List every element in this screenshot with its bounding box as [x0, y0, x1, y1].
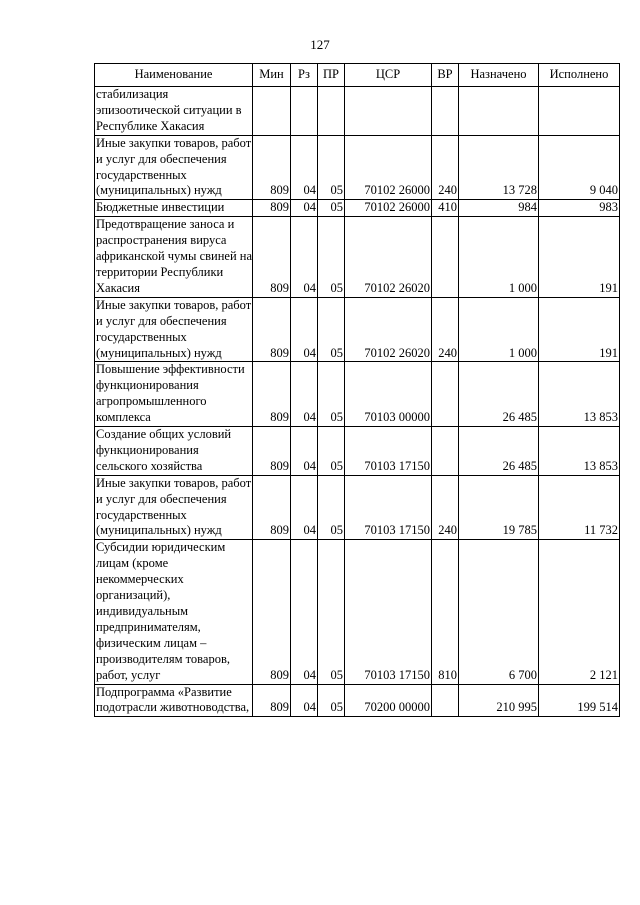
row-pr: 05	[318, 200, 345, 217]
page-number: 127	[310, 37, 330, 52]
row-csr: 70102 26000	[345, 135, 432, 200]
row-vr: 240	[432, 475, 459, 540]
row-csr: 70102 26020	[345, 217, 432, 298]
row-assigned: 1 000	[459, 217, 539, 298]
row-name: Иные закупки товаров, работ и услуг для обеспечения государственных (муниципальных) нужд	[95, 297, 253, 362]
row-pr: 05	[318, 297, 345, 362]
table-row	[95, 217, 620, 298]
row-rz: 04	[291, 135, 318, 200]
row-executed: 199 514	[539, 684, 620, 717]
row-rz: 04	[291, 362, 318, 427]
row-assigned: 19 785	[459, 475, 539, 540]
row-executed: 191	[539, 297, 620, 362]
row-pr: 05	[318, 684, 345, 717]
header-executed: Исполнено	[539, 64, 620, 87]
table-row	[95, 135, 620, 200]
row-csr: 70103 17150	[345, 427, 432, 476]
row-executed: 11 732	[539, 475, 620, 540]
row-vr: 240	[432, 135, 459, 200]
row-csr: 70103 17150	[345, 475, 432, 540]
row-vr	[432, 362, 459, 427]
row-pr: 05	[318, 362, 345, 427]
row-assigned: 1 000	[459, 297, 539, 362]
row-pr: 05	[318, 475, 345, 540]
row-assigned: 6 700	[459, 540, 539, 684]
row-assigned: 13 728	[459, 135, 539, 200]
row-vr: 240	[432, 297, 459, 362]
row-pr: 05	[318, 135, 345, 200]
row-pr	[318, 87, 345, 136]
row-executed	[539, 87, 620, 136]
row-name: Бюджетные инвестиции	[95, 200, 253, 217]
row-min: 809	[253, 684, 291, 717]
table-row	[95, 87, 620, 136]
row-name: Подпрограмма «Развитие подотрасли животноводства,	[95, 684, 253, 717]
row-rz: 04	[291, 427, 318, 476]
row-vr	[432, 684, 459, 717]
row-name: Иные закупки товаров, работ и услуг для обеспечения государственных (муниципальных) нужд	[95, 475, 253, 540]
row-csr: 70102 26000	[345, 200, 432, 217]
row-csr: 70200 00000	[345, 684, 432, 717]
header-min: Мин	[253, 64, 291, 87]
row-executed: 2 121	[539, 540, 620, 684]
row-vr: 810	[432, 540, 459, 684]
row-rz: 04	[291, 475, 318, 540]
row-vr	[432, 87, 459, 136]
row-name: стабилизация эпизоотической ситуации в Республике Хакасия	[95, 87, 253, 136]
table-row	[95, 684, 620, 717]
row-min: 809	[253, 475, 291, 540]
row-rz: 04	[291, 217, 318, 298]
row-rz: 04	[291, 540, 318, 684]
row-executed: 13 853	[539, 427, 620, 476]
row-min: 809	[253, 135, 291, 200]
row-csr	[345, 87, 432, 136]
table-row	[95, 475, 620, 540]
row-name: Субсидии юридическим лицам (кроме некоммерческих организаций), индивидуальным предпринимателям, физическим лицам – производителям товаров, работ, услуг	[95, 540, 253, 684]
row-rz	[291, 87, 318, 136]
row-rz: 04	[291, 297, 318, 362]
row-csr: 70103 00000	[345, 362, 432, 427]
row-executed: 13 853	[539, 362, 620, 427]
row-assigned: 210 995	[459, 684, 539, 717]
table-header-row	[95, 64, 620, 87]
header-name: Наименование	[95, 64, 253, 87]
row-min: 809	[253, 200, 291, 217]
row-assigned: 26 485	[459, 362, 539, 427]
row-min	[253, 87, 291, 136]
row-name: Предотвращение заноса и распространения вируса африканской чумы свиней на территории Республики Хакасия	[95, 217, 253, 298]
header-assigned: Назначено	[459, 64, 539, 87]
row-min: 809	[253, 427, 291, 476]
row-vr	[432, 427, 459, 476]
row-pr: 05	[318, 427, 345, 476]
row-name: Повышение эффективности функционирования агропромышленного комплекса	[95, 362, 253, 427]
header-vr: ВР	[432, 64, 459, 87]
table-row	[95, 540, 620, 684]
header-pr: ПР	[318, 64, 345, 87]
row-rz: 04	[291, 684, 318, 717]
row-min: 809	[253, 540, 291, 684]
row-min: 809	[253, 362, 291, 427]
budget-table	[94, 63, 620, 717]
row-executed: 191	[539, 217, 620, 298]
row-vr	[432, 217, 459, 298]
table-row	[95, 362, 620, 427]
row-name: Создание общих условий функционирования сельского хозяйства	[95, 427, 253, 476]
row-name: Иные закупки товаров, работ и услуг для обеспечения государственных (муниципальных) нужд	[95, 135, 253, 200]
row-assigned: 26 485	[459, 427, 539, 476]
row-csr: 70103 17150	[345, 540, 432, 684]
header-rz: Рз	[291, 64, 318, 87]
row-min: 809	[253, 217, 291, 298]
row-pr: 05	[318, 540, 345, 684]
row-assigned: 984	[459, 200, 539, 217]
row-rz: 04	[291, 200, 318, 217]
row-min: 809	[253, 297, 291, 362]
table-row	[95, 427, 620, 476]
row-assigned	[459, 87, 539, 136]
header-csr: ЦСР	[345, 64, 432, 87]
row-executed: 9 040	[539, 135, 620, 200]
row-vr: 410	[432, 200, 459, 217]
row-executed: 983	[539, 200, 620, 217]
row-csr: 70102 26020	[345, 297, 432, 362]
row-pr: 05	[318, 217, 345, 298]
table-row	[95, 297, 620, 362]
table-row	[95, 200, 620, 217]
